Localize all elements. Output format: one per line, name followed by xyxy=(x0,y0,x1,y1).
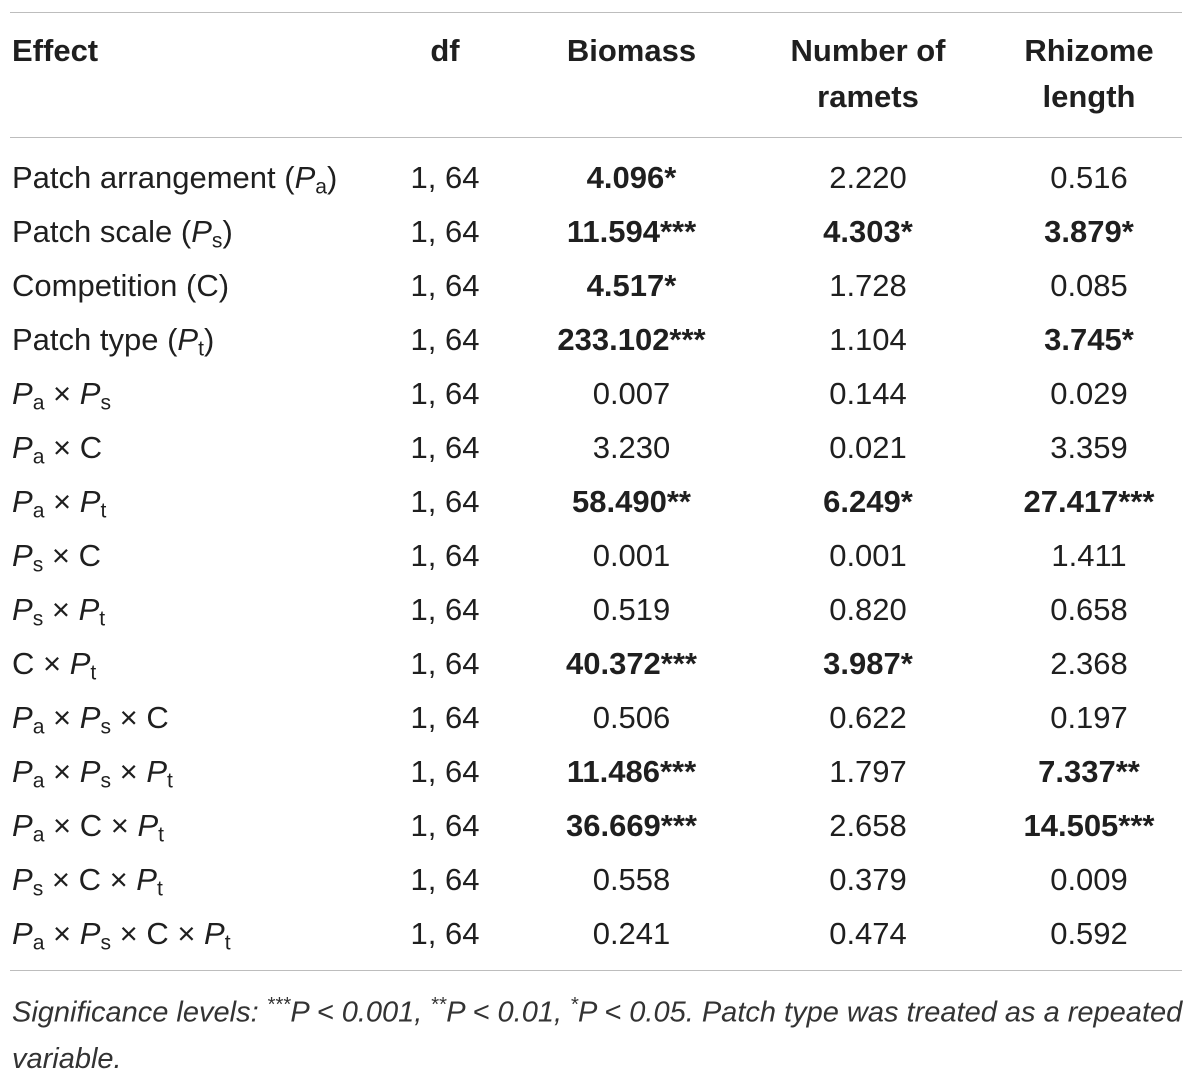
effect-cell: $P_a \times C \times P_t$ xyxy=(12,808,165,847)
biomass-cell: 3.230 xyxy=(592,430,671,465)
rhizome-cell: 0.516 xyxy=(1050,160,1128,195)
df-cell: 1, 64 xyxy=(410,214,480,249)
effect-cell: $P_s \times C$ xyxy=(12,538,101,577)
table-row xyxy=(0,799,1200,853)
table-bottom-rule xyxy=(10,970,1182,971)
df-cell: 1, 64 xyxy=(410,808,480,843)
ramets-cell: 2.220 xyxy=(829,160,907,195)
table-row xyxy=(0,205,1200,259)
effect-cell: Patch arrangement $(P_a)$ xyxy=(12,160,338,199)
header-number-of-ramets: Number of ramets xyxy=(790,33,946,114)
biomass-cell: 0.001 xyxy=(592,538,671,573)
df-cell: 1, 64 xyxy=(410,754,480,789)
rhizome-cell: 1.411 xyxy=(1051,538,1127,573)
rhizome-cell: 0.085 xyxy=(1050,268,1128,303)
anova-table xyxy=(0,12,1200,961)
table-row xyxy=(0,421,1200,475)
table-body xyxy=(0,137,1200,961)
effect-cell: Competition (C) xyxy=(12,268,230,303)
table-row xyxy=(0,259,1200,313)
rhizome-cell: 3.879* xyxy=(1044,214,1134,249)
ramets-cell: 0.622 xyxy=(829,700,907,735)
rhizome-cell: 7.337** xyxy=(1038,754,1140,789)
effect-cell: $P_s \times P_t$ xyxy=(12,592,106,631)
effect-cell: $P_a \times P_s \times C \times P_t$ xyxy=(12,916,231,955)
effect-cell: $P_a \times C$ xyxy=(12,430,103,469)
biomass-cell: 58.490** xyxy=(572,484,691,519)
table-row xyxy=(0,691,1200,745)
rhizome-cell: 27.417*** xyxy=(1023,484,1155,519)
table-row xyxy=(0,529,1200,583)
table-row xyxy=(0,637,1200,691)
df-cell: 1, 64 xyxy=(410,322,480,357)
table-footnote: Significance levels: ***P < 0.001, **P < 0.01, *P < 0.05. Patch type was treated as a repeated variable. xyxy=(12,994,1183,1075)
effect-cell: $P_s \times C \times P_t$ xyxy=(12,862,163,901)
effect-cell: $P_a \times P_s \times P_t$ xyxy=(12,754,173,793)
rhizome-cell: 2.368 xyxy=(1050,646,1128,681)
biomass-cell: 11.486*** xyxy=(566,754,697,789)
ramets-cell: 0.144 xyxy=(829,376,907,411)
effect-cell: $C \times P_t$ xyxy=(12,646,97,685)
ramets-cell: 1.728 xyxy=(829,268,907,303)
effect-cell: $P_a \times P_s \times C$ xyxy=(12,700,169,739)
biomass-cell: 40.372*** xyxy=(565,646,697,681)
rhizome-cell: 0.009 xyxy=(1050,862,1128,897)
ramets-cell: 0.001 xyxy=(829,538,907,573)
table-row xyxy=(0,745,1200,799)
df-cell: 1, 64 xyxy=(410,430,480,465)
biomass-cell: 4.096* xyxy=(586,160,677,195)
ramets-cell: 0.379 xyxy=(829,862,907,897)
table-row xyxy=(0,583,1200,637)
rhizome-cell: 14.505*** xyxy=(1023,808,1155,843)
ramets-cell: 0.474 xyxy=(829,916,907,951)
biomass-cell: 0.241 xyxy=(592,916,671,951)
header-rhizome-length: Rhizome length xyxy=(1024,33,1154,114)
ramets-cell: 0.820 xyxy=(829,592,907,627)
ramets-cell: 1.104 xyxy=(829,322,907,357)
df-cell: 1, 64 xyxy=(410,700,480,735)
rhizome-cell: 3.359 xyxy=(1050,430,1128,465)
biomass-cell: 0.558 xyxy=(592,862,671,897)
ramets-cell: 3.987* xyxy=(823,646,913,681)
header-df: df xyxy=(430,33,460,68)
df-cell: 1, 64 xyxy=(410,484,480,519)
effect-cell: Patch scale $(P_s)$ xyxy=(12,214,233,253)
table-row xyxy=(0,475,1200,529)
header-row xyxy=(0,12,1200,137)
body-spacer xyxy=(0,137,1200,151)
table-row xyxy=(0,907,1200,961)
df-cell: 1, 64 xyxy=(410,160,480,195)
ramets-cell: 1.797 xyxy=(829,754,907,789)
biomass-cell: 0.519 xyxy=(592,592,671,627)
table-row xyxy=(0,151,1200,205)
header-biomass: Biomass xyxy=(566,33,697,68)
biomass-cell: 0.007 xyxy=(592,376,671,411)
biomass-cell: 4.517* xyxy=(586,268,677,303)
rhizome-cell: 0.197 xyxy=(1050,700,1128,735)
table-row xyxy=(0,367,1200,421)
biomass-cell: 11.594*** xyxy=(566,214,697,249)
df-cell: 1, 64 xyxy=(410,268,480,303)
rhizome-cell: 0.029 xyxy=(1050,376,1128,411)
ramets-cell: 2.658 xyxy=(829,808,907,843)
biomass-cell: 36.669*** xyxy=(565,808,697,843)
table-row xyxy=(0,853,1200,907)
rhizome-cell: 3.745* xyxy=(1044,322,1134,357)
table-row xyxy=(0,313,1200,367)
ramets-cell: 6.249* xyxy=(823,484,913,519)
biomass-cell: 233.102*** xyxy=(557,322,706,357)
header-effect: Effect xyxy=(12,33,99,68)
effect-cell: $P_a \times P_t$ xyxy=(12,484,107,523)
df-cell: 1, 64 xyxy=(410,916,480,951)
df-cell: 1, 64 xyxy=(410,538,480,573)
ramets-cell: 4.303* xyxy=(823,214,913,249)
rhizome-cell: 0.592 xyxy=(1050,916,1128,951)
effect-cell: $P_a \times P_s$ xyxy=(12,376,111,415)
effect-cell: Patch type $(P_t)$ xyxy=(12,322,215,361)
df-cell: 1, 64 xyxy=(410,376,480,411)
df-cell: 1, 64 xyxy=(410,592,480,627)
biomass-cell: 0.506 xyxy=(592,700,671,735)
df-cell: 1, 64 xyxy=(410,646,480,681)
df-cell: 1, 64 xyxy=(410,862,480,897)
ramets-cell: 0.021 xyxy=(829,430,907,465)
rhizome-cell: 0.658 xyxy=(1050,592,1128,627)
